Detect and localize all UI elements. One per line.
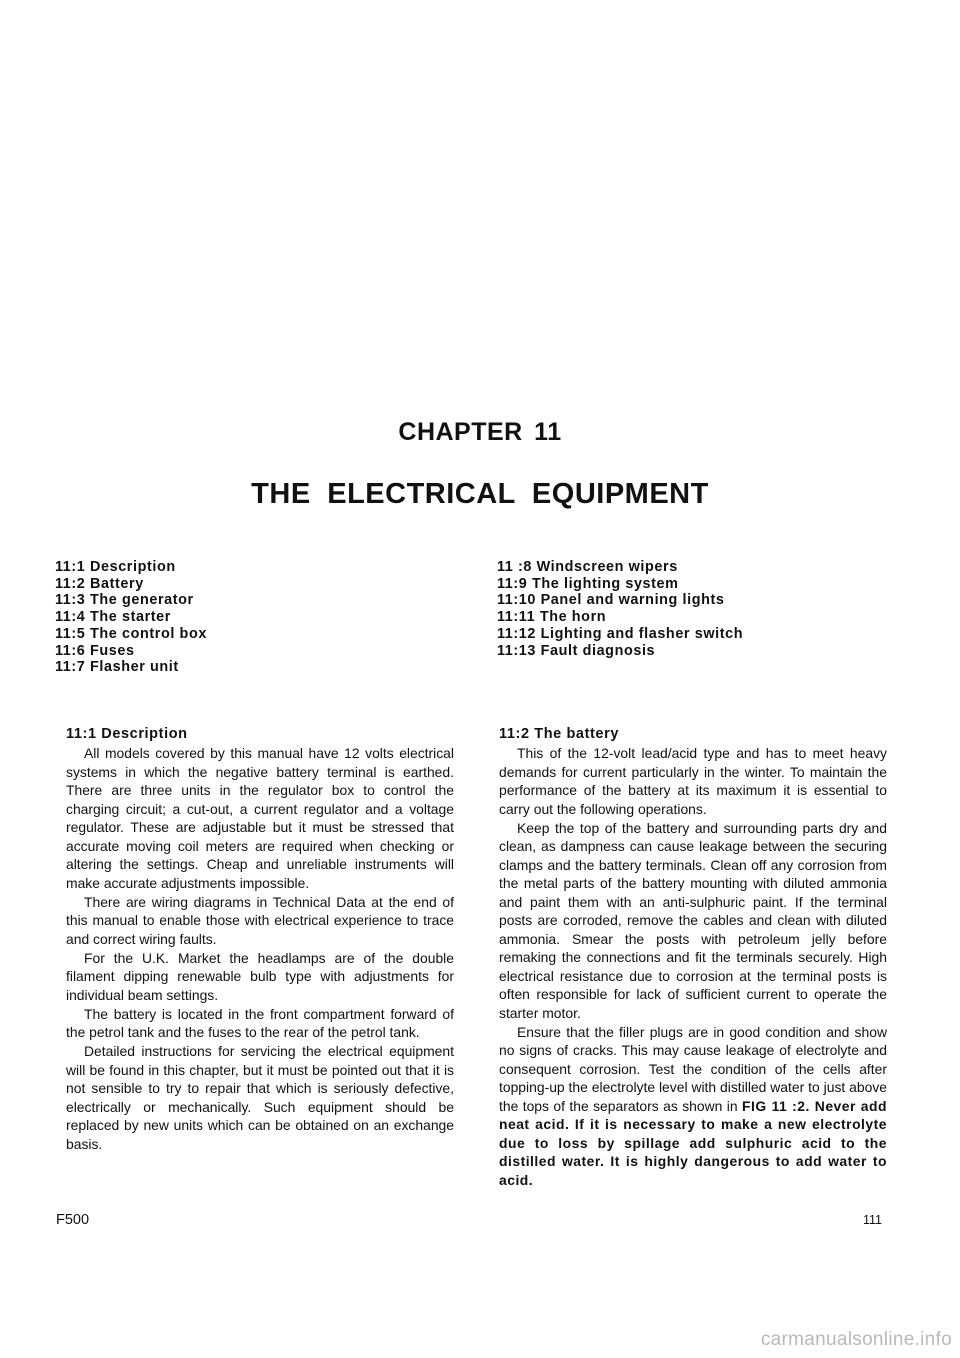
- section-heading-description: 11:1 Description: [66, 726, 188, 742]
- paragraph: Detailed instructions for servicing the electrical equipment will be found in this chapter, but it must be pointed out that it is not sensible to try to repair that which is seriously defective, electrically or mechanically. Such equipment should be replaced by new units which can be obtained on an exchange basis.: [66, 1043, 454, 1152]
- page-number: 111: [863, 1213, 883, 1227]
- section-heading-battery: 11:2 The battery: [499, 726, 620, 742]
- watermark: carmanualsonline.info: [760, 1329, 952, 1350]
- toc-item: 11:5 The control box: [55, 625, 207, 642]
- warning-text: FIG 11 :2. Never add neat acid. If it is necessary to make a new electrolyte due to loss by spillage add sulphuric acid to the distilled water. It is highly dangerous to add water to acid.: [499, 1097, 888, 1188]
- right-column: [499, 725, 887, 1189]
- toc-item: 11 :8 Windscreen wipers: [497, 559, 678, 575]
- paragraph: This of the 12-volt lead/acid type and has to meet heavy demands for current particularly in the winter. To maintain the performance of the battery at its maximum it is essential to carry out the following operations.: [499, 745, 887, 817]
- chapter-title: THE ELECTRICAL EQUIPMENT: [251, 478, 709, 510]
- paragraph: For the U.K. Market the headlamps are of the double filament dipping renewable bulb type with adjustments for individual beam settings.: [66, 949, 454, 1003]
- paragraph: There are wiring diagrams in Technical Data at the end of this manual to enable those with electrical experience to trace and correct wiring faults.: [66, 893, 454, 947]
- toc-item: 11:1 Description: [55, 559, 176, 575]
- left-column: [66, 725, 454, 1153]
- toc-item: 11:9 The lighting system: [497, 575, 679, 592]
- chapter-label: CHAPTER 11: [398, 418, 562, 446]
- toc-item: 11:7 Flasher unit: [55, 659, 179, 676]
- paragraph: The battery is located in the front compartment forward of the petrol tank and the fuses to the rear of the petrol tank.: [66, 1005, 454, 1040]
- paragraph: All models covered by this manual have 12 volts electrical systems in which the negative battery terminal is earthed. There are three units in the regulator box to control the charging circuit; a cut-out, a current regulator and a voltage regulator. These are adjustable but it must be stressed that accurate moving coil meters are required when checking or altering the settings. Cheap and unreliable instruments will make accurate adjustments impossible.: [66, 745, 454, 891]
- paragraph: [499, 1023, 887, 1190]
- toc-item: 11:11 The horn: [497, 609, 607, 626]
- toc-item: 11:12 Lighting and flasher switch: [497, 625, 744, 642]
- toc-item: 11:6 Fuses: [55, 642, 135, 659]
- paragraph: Keep the top of the battery and surrounding parts dry and clean, as dampness can cause leakage between the securing clamps and the battery terminals. Clean off any corrosion from the metal parts of the battery mounting with diluted ammonia and paint them with an anti-sulphuric paint. If the terminal posts are corroded, remove the cables and clean with diluted ammonia. Smear the posts with petroleum jelly before remaking the connections and fit the terminals securely. High electrical resistance due to corrosion at the terminal posts is often responsible for lack of sufficient current to operate the starter motor.: [499, 819, 887, 1021]
- toc-item: 11:3 The generator: [55, 592, 194, 609]
- table-of-contents-left: [55, 559, 207, 676]
- table-of-contents-right: [497, 559, 743, 659]
- toc-item: 11:10 Panel and warning lights: [497, 592, 725, 609]
- toc-item: 11:13 Fault diagnosis: [497, 642, 656, 659]
- toc-item: 11:4 The starter: [55, 609, 171, 626]
- footer-model: F500: [56, 1212, 90, 1228]
- paragraph-text: Ensure that the filler plugs are in good condition and show no signs of cracks. This may cause leakage of electrolyte and consequent corrosion. Test the condition of the cells after topping-up the electrolyte level with distilled water to just above the tops of the separators as shown in: [499, 1023, 887, 1114]
- toc-item: 11:2 Battery: [55, 575, 144, 592]
